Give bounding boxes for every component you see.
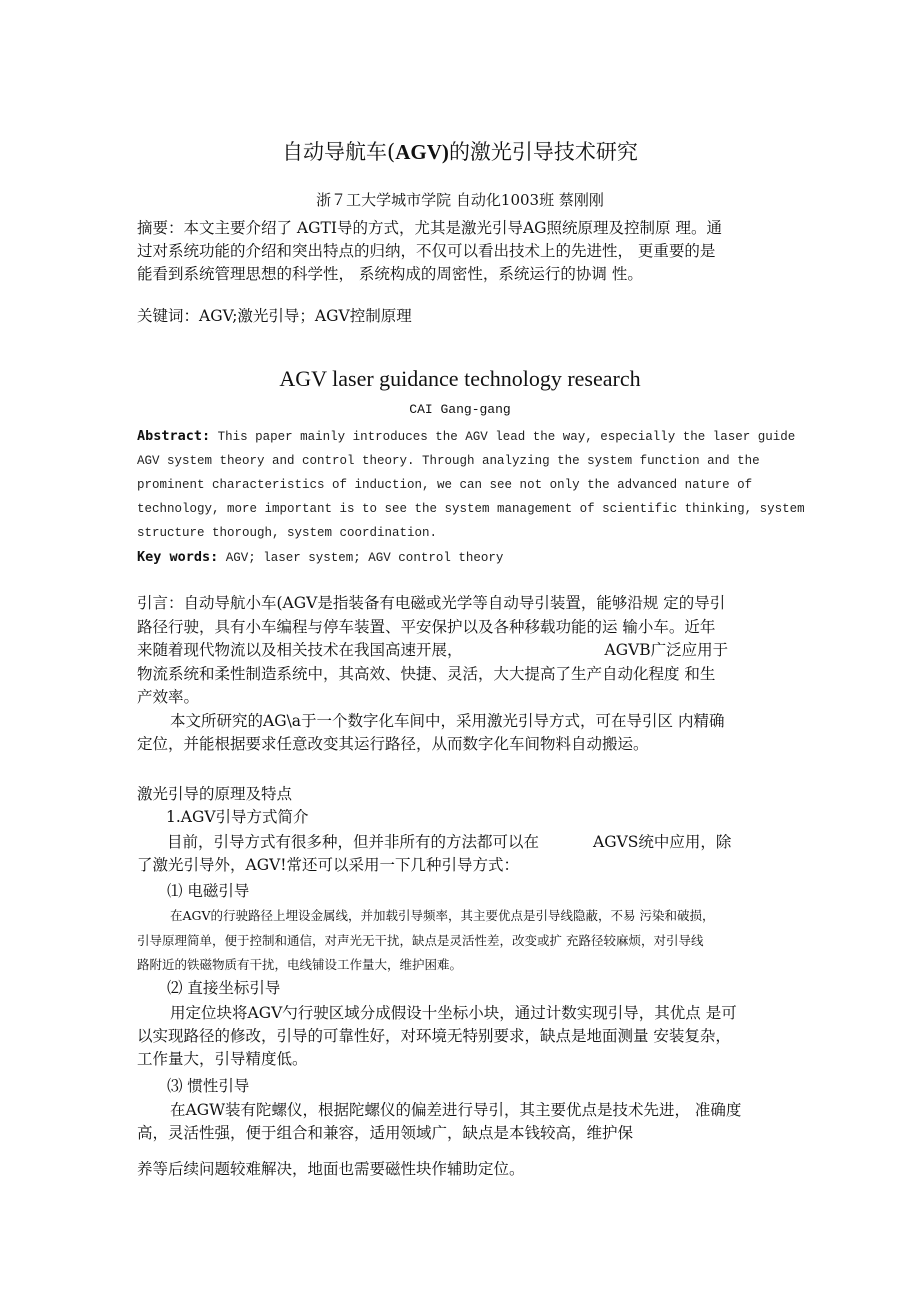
intro-line: 引言：自动导航小车(AGV是指装备有电磁或光学等自动导引装置，能够沿规 定的导引	[137, 594, 726, 612]
title-cn-pre: 自动导航车(	[282, 140, 396, 164]
subsection-heading: 1.AGV引导方式简介	[166, 808, 309, 826]
title-cn-post: 的激光引导技术研究	[448, 140, 638, 164]
coord-line: 用定位块将AGV勺行驶区域分成假设十坐标小块，通过计数实现引导，其优点 是可	[170, 1004, 737, 1022]
keywords-en-label: Key words:	[137, 549, 219, 565]
abstract-en-label: Abstract:	[137, 428, 211, 444]
intro-line	[137, 639, 797, 663]
section1-line: 了激光引导外，AGV!常还可以采用一下几种引导方式：	[137, 856, 519, 874]
em-line: 引导原理简单，便于控制和通信，对声光无干扰，缺点是灵活性差，改变或扩 充路径较麻烦，对引导线	[137, 932, 704, 948]
abstract-en-line: technology, more important is to see the system management of scientific thinking, system	[137, 502, 805, 516]
intro-line-part: 来随着现代物流以及相关技术在我国高速开展，	[137, 641, 463, 659]
coord-line: 工作量大，引导精度低。	[137, 1050, 308, 1068]
abstract-en-text: This paper mainly introduces the AGV lead the way, especially the laser guide	[210, 430, 796, 444]
section1-line-part: 目前，引导方式有很多种，但并非所有的方法都可以在	[167, 833, 540, 851]
abstract-cn-line: 过对系统功能的介绍和突出特点的归纳，不仅可以看出技术上的先进性， 更重要的是	[137, 242, 716, 260]
keywords-en-text: AGV; laser system; AGV control theory	[218, 551, 504, 565]
inertial-heading: ⑶ 惯性引导	[167, 1077, 250, 1095]
abstract-cn	[137, 217, 797, 286]
em-heading: ⑴ 电磁引导	[167, 882, 250, 900]
author-en: CAI Gang-gang	[409, 402, 511, 417]
intro-line-part: AGVB广泛应用于	[604, 641, 729, 659]
coord-paragraph	[137, 1002, 797, 1071]
intro-line: 物流系统和柔性制造系统中，其高效、快捷、灵活，大大提高了生产自动化程度 和生	[137, 664, 716, 683]
inertial-line: 高，灵活性强，便于组合和兼容，适用领域广，缺点是本钱较高，维护保	[137, 1124, 634, 1142]
abstract-en-line	[137, 424, 805, 449]
coord-line: 以实现路径的修改，引导的可靠性好，对环境无特别要求，缺点是地面测量 安装复杂，	[137, 1027, 731, 1045]
intro-line: 路径行驶，具有小车编程与停车装置、平安保护以及各种移载功能的运 输小车。近年	[137, 617, 716, 636]
section1-paragraph	[137, 831, 797, 877]
abstract-en-line: structure thorough, system coordination.	[137, 526, 438, 540]
keywords-en	[137, 545, 805, 570]
title-cn-bold: AGV)	[395, 140, 449, 164]
paper-title-cn	[0, 136, 920, 166]
em-line: 路附近的铁磁物质有干扰，电线铺设工作量大，维护困难。	[137, 957, 463, 972]
abstract-cn-line: 摘要：本文主要介绍了 AGTI导的方式，尤其是激光引导AG照统原理及控制原 理。通	[137, 219, 722, 237]
inertial-line: 养等后续问题较难解决，地面也需要磁性块作辅助定位。	[137, 1160, 525, 1178]
author-cn: 浙７工大学城市学院 自动化1003班 蔡刚刚	[316, 191, 604, 209]
intro-line: 产效率。	[137, 688, 200, 706]
inertial-paragraph	[137, 1099, 797, 1145]
intro-line: 本文所研究的AG\a于一个数字化车间中，采用激光引导方式，可在导引区 内精确	[170, 711, 725, 730]
inertial-line: 在AGW装有陀螺仪，根据陀螺仪的偏差进行导引，其主要优点是技术先进， 准确度	[170, 1101, 742, 1119]
abstract-en-line: AGV system theory and control theory. Through analyzing the system function and the	[137, 454, 760, 468]
keywords-cn: 关键词：AGV;激光引导；AGV控制原理	[137, 307, 412, 325]
abstract-en-line: prominent characteristics of induction, we can see not only the advanced nature of	[137, 478, 753, 492]
intro-paragraph	[137, 592, 797, 757]
intro-line: 定位，并能根据要求任意改变其运行路径，从而数字化车间物料自动搬运。	[137, 735, 649, 753]
section1-line	[137, 831, 797, 854]
section-heading: 激光引导的原理及特点	[137, 785, 293, 803]
em-line: 在AGV的行驶路径上埋设金属线，并加载引导频率，其主要优点是引导线隐蔽，不易 污染和破损，	[170, 908, 715, 923]
abstract-cn-line: 能看到系统管理思想的科学性， 系统构成的周密性，系统运行的协调 性。	[137, 265, 643, 283]
abstract-en	[137, 424, 805, 570]
paper-title-en: AGV laser guidance technology research	[279, 366, 641, 391]
section1-line-part: AGVS统中应用，除	[593, 833, 732, 851]
em-paragraph	[137, 904, 797, 978]
coord-heading: ⑵ 直接坐标引导	[167, 979, 281, 997]
